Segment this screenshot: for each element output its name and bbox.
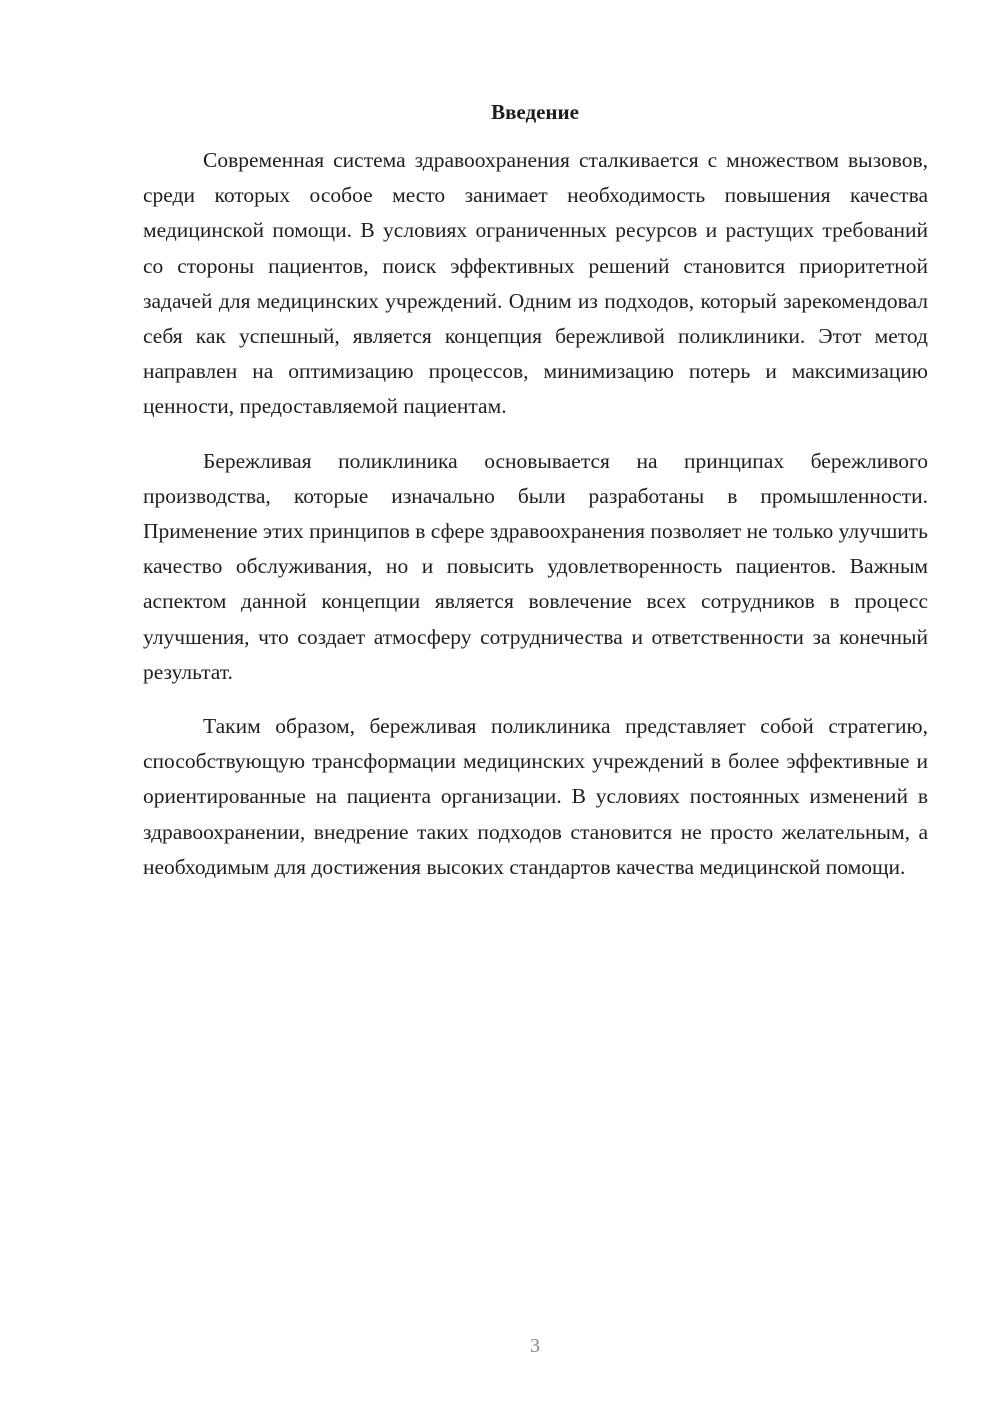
section-title: Введение bbox=[491, 100, 579, 124]
body-text bbox=[143, 143, 928, 904]
page-number: 3 bbox=[530, 1335, 540, 1357]
paragraph: Бережливая поликлиника основывается на принципах бережливого производства, которые изначально были разработаны в промышленности. Применение этих принципов в сфере здравоохранения позволяет не только улучшить качество обслуживания, но и повысить удовлетворенность пациентов. Важным аспектом данной концепции является вовлечение всех сотрудников в процесс улучшения, что создает атмосферу сотрудничества и ответственности за конечный результат. bbox=[143, 448, 928, 684]
paragraph: Современная система здравоохранения сталкивается с множеством вызовов, среди которых особое место занимает необходимость повышения качества медицинской помощи. В условиях ограниченных ресурсов и растущих требований со стороны пациентов, поиск эффективных решений становится приоритетной задачей для медицинских учреждений. Одним из подходов, который зарекомендовал себя как успешный, является концепция бережливой поликлиники. Этот метод направлен на оптимизацию процессов, минимизацию потерь и максимизацию ценности, предоставляемой пациентам. bbox=[143, 148, 928, 419]
paragraph: Таким образом, бережливая поликлиника представляет собой стратегию, способствующую трансформации медицинских учреждений в более эффективные и ориентированные на пациента организации. В условиях постоянных изменений в здравоохранении, внедрение таких подходов становится не просто желательным, а необходимым для достижения высоких стандартов качества медицинской помощи. bbox=[143, 714, 928, 879]
